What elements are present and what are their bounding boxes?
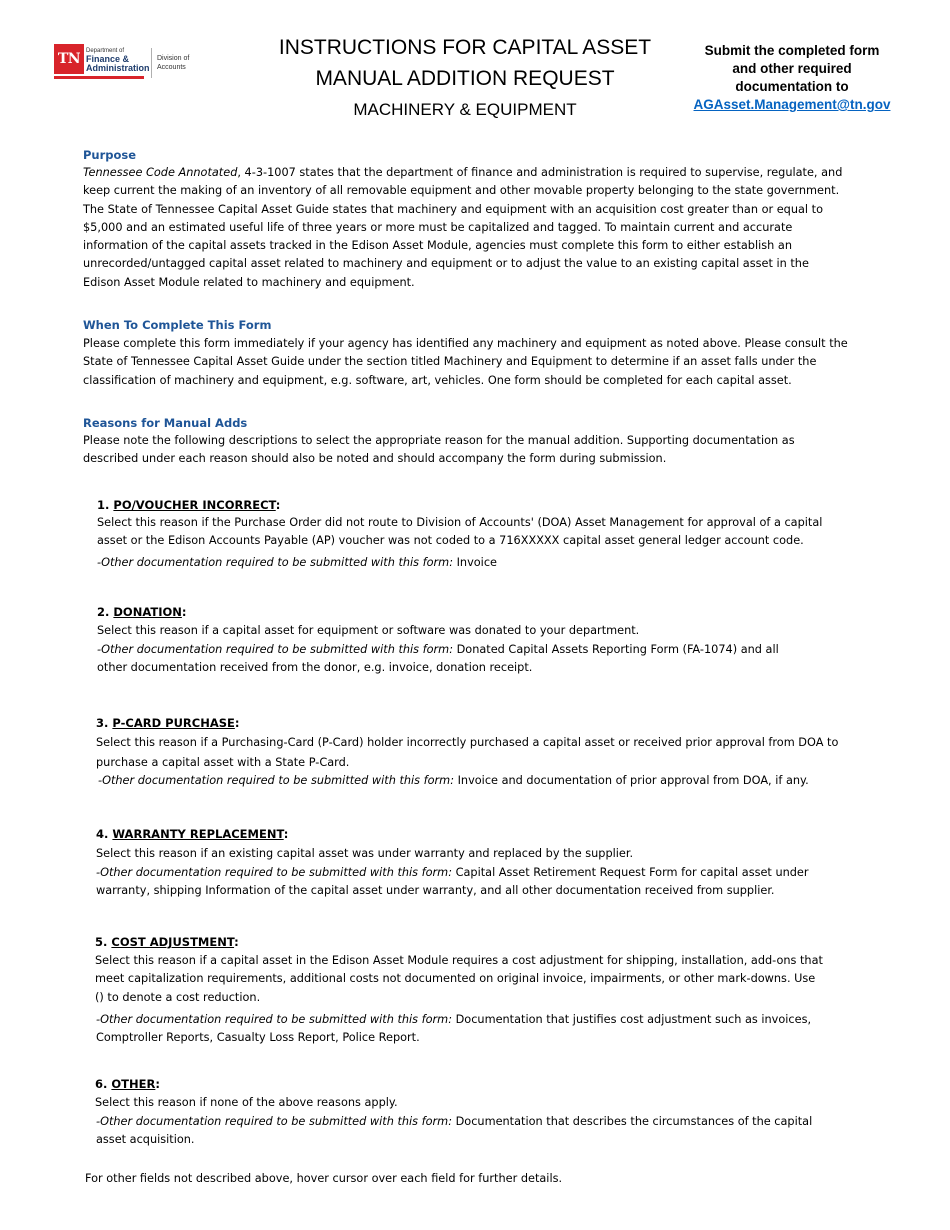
reason-desc-warranty: Select this reason if an existing capital asset was under warranty and replaced by the supplier. xyxy=(96,847,634,860)
reason-title-pcard: 3. P-CARD PURCHASE: xyxy=(96,716,240,730)
submit-email-link[interactable]: AGAsset.Management@tn.gov xyxy=(693,97,891,112)
reason-desc-donation: Select this reason if a capital asset for equipment or software was donated to your department. xyxy=(97,624,640,637)
reason-docs-cost-adjustment: -Other documentation required to be submitted with this form: Documentation that justifies cost adjustment such as invoices, Comptroller Reports, Casualty Loss Report, Police Report. xyxy=(96,1013,812,1045)
logo-dept-label: Department of xyxy=(86,48,125,54)
logo-administration-label: Administration xyxy=(86,63,150,73)
reason-title-cost-adjustment: 5. COST ADJUSTMENT: xyxy=(95,935,239,949)
reason-docs-po-voucher: -Other documentation required to be submitted with this form: Invoice xyxy=(97,556,497,569)
reason-docs-pcard: -Other documentation required to be submitted with this form: Invoice and documentation of prior approval from DOA, if any. xyxy=(98,774,809,787)
purpose-heading: Purpose xyxy=(83,148,137,162)
when-heading: When To Complete This Form xyxy=(83,318,272,332)
tn-finance-admin-logo xyxy=(54,44,194,84)
page-title-line2: MANUAL ADDITION REQUEST xyxy=(315,67,615,90)
reason-desc-pcard: Select this reason if a Purchasing-Card (P-Card) holder incorrectly purchased a capital asset or received prior approval from DOA to purchase a capital asset with a State P-Card. xyxy=(96,736,839,769)
reason-title-warranty: 4. WARRANTY REPLACEMENT: xyxy=(96,827,289,841)
purpose-paragraph: Tennessee Code Annotated, 4-3-1007 states that the department of finance and administration is required to supervise, regulate, and keep current the making of an inventory of all removable equipment and other movable property belonging to the state government. The State of Tennessee Capital Asset Guide states that machinery and equipment with an acquisition cost greater than or equal to $5,000 and an estimated useful life of three years or more must be capitalized and tagged. To maintain current and accurate information of the capital assets tracked in the Edison Asset Module, agencies must complete this form to either establish an unrecorded/untagged capital asset related to machinery and equipment or to adjust the value to an existing capital asset in the Edison Asset Module related to machinery and equipment. xyxy=(83,166,843,289)
reason-desc-other: Select this reason if none of the above reasons apply. xyxy=(95,1096,398,1109)
reason-desc-po-voucher: Select this reason if the Purchase Order did not route to Division of Accounts' (DOA) Asset Management for approval of a capital asset or the Edison Accounts Payable (AP) voucher was not coded to a 716XXXXX capital asset general ledger account code. xyxy=(97,516,823,548)
tn-logo-badge: TN xyxy=(54,44,84,74)
when-paragraph: Please complete this form immediately if your agency has identified any machinery and equipment as noted above. Please consult the State of Tennessee Capital Asset Guide under the section titled Machinery and Equipment to determine if an asset falls under the classification of machinery and equipment, e.g. software, art, vehicles. One form should be completed for each capital asset. xyxy=(83,337,848,387)
logo-underline xyxy=(54,76,144,79)
logo-division-label: Division of Accounts xyxy=(157,55,190,71)
submit-instructions: Submit the completed form and other required documentation to AGAsset.Management@tn.gov xyxy=(693,43,891,112)
reason-docs-warranty: -Other documentation required to be submitted with this form: Capital Asset Retirement Request Form for capital asset under warranty, shipping Information of the capital asset under warranty, and all other documentation received from supplier. xyxy=(96,866,809,898)
reason-title-po-voucher: 1. PO/VOUCHER INCORRECT: xyxy=(97,498,281,512)
reason-docs-other: -Other documentation required to be submitted with this form: Documentation that describes the circumstances of the capital asset acquisition. xyxy=(96,1115,813,1147)
page-subtitle: MACHINERY & EQUIPMENT xyxy=(353,100,577,119)
footer-note: For other fields not described above, hover cursor over each field for further details. xyxy=(85,1172,563,1185)
reason-title-donation: 2. DONATION: xyxy=(97,605,187,619)
logo-divider xyxy=(151,48,152,78)
reasons-paragraph: Please note the following descriptions to select the appropriate reason for the manual addition. Supporting documentation as described under each reason should also be noted and should accompany the form during submission. xyxy=(83,434,795,466)
reasons-heading: Reasons for Manual Adds xyxy=(83,416,248,430)
logo-finance-label: Finance & xyxy=(86,54,130,64)
reason-desc-cost-adjustment: Select this reason if a capital asset in the Edison Asset Module requires a cost adjustment for shipping, installation, add-ons that meet capitalization requirements, additional costs not documented on original invoice, impairments, or other mark-downs. Use () to denote a cost reduction. xyxy=(95,954,823,1004)
reason-docs-donation: -Other documentation required to be submitted with this form: Donated Capital Assets Reporting Form (FA-1074) and all other documentation received from the donor, e.g. invoice, donation receipt. xyxy=(97,643,779,675)
reason-title-other: 6. OTHER: xyxy=(95,1077,160,1091)
page-title-line1: INSTRUCTIONS FOR CAPITAL ASSET xyxy=(278,36,652,59)
statute-reference: Tennessee Code Annotated xyxy=(83,166,238,179)
